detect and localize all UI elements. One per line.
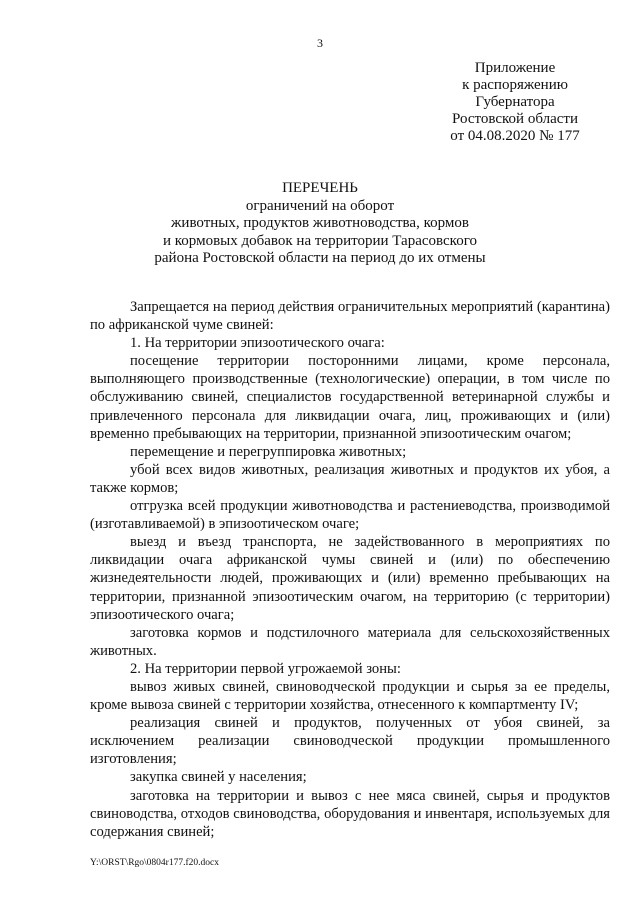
paragraph: закупка свиней у населения; <box>130 769 307 786</box>
appendix-line: Приложение <box>474 60 556 76</box>
paragraph: посещение территории посторонними лицами, кроме персонала, выполняющего производственные (технологические) операции, в том числе по обслуживанию свиней, специалистов государственной ветеринарной службы и привлеченного персонала для ликвидации очага, лиц, проживающих и (или) временно пребывающих на территории, признанной эпизоотическим очагом; <box>90 353 610 442</box>
appendix-line: Губернатора <box>475 94 555 110</box>
title-line: ограничений на оборот <box>245 197 395 214</box>
paragraph: вывоз живых свиней, свиноводческой продукции и сырья за ее пределы, кроме вывоза свиней с территории хозяйства, отнесенного к компартменту IV; <box>90 678 610 714</box>
section-heading: 2. На территории первой угрожаемой зоны: <box>130 660 401 677</box>
appendix-block <box>440 60 590 145</box>
paragraph-intro: Запрещается на период действия ограничительных мероприятий (карантина) по африканской чуме свиней: <box>90 299 610 334</box>
paragraph: реализация свиней и продуктов, полученных от убоя свиней, за исключением реализации свиноводческой продукции промышленного изготовления; <box>90 715 610 768</box>
paragraph: отгрузка всей продукции животноводства и растениеводства, производимой (изготавливаемой) в эпизоотическом очаге; <box>90 498 610 533</box>
document-title <box>90 180 550 268</box>
footer-file-path: Y:\ORST\Rgo\0804r177.f20.docx <box>90 858 219 868</box>
section-heading: 1. На территории эпизоотического очага: <box>130 335 385 352</box>
appendix-line: от 04.08.2020 № 177 <box>450 128 580 144</box>
title-line: района Ростовской области на период до их отмены <box>154 250 486 266</box>
paragraph: убой всех видов животных, реализация животных и продуктов их убоя, а также кормов; <box>90 461 610 496</box>
paragraph: заготовка на территории и вывоз с нее мяса свиней, сырья и продуктов свиноводства, отходов свиноводства, оборудования и инвентаря, используемых для содержания свиней; <box>90 787 610 840</box>
document-body <box>90 298 610 841</box>
appendix-line: Ростовской области <box>452 111 578 127</box>
appendix-line: к распоряжению <box>462 77 568 93</box>
paragraph: выезд и въезд транспорта, не задействованного в мероприятиях по ликвидации очага африканской чумы свиней и (или) по обеспечению жизнедеятельности людей, проживающих и (или) временно пребывающих на территории, признанной эпизоотическим очагом, на территорию (с территории) эпизоотического очага; <box>90 534 610 623</box>
paragraph: заготовка кормов и подстилочного материала для сельскохозяйственных животных. <box>90 624 610 659</box>
title-heading: ПЕРЕЧЕНЬ <box>282 180 358 196</box>
title-line: животных, продуктов животноводства, кормов <box>171 215 469 231</box>
title-line: и кормовых добавок на территории Тарасовского <box>163 232 477 249</box>
paragraph: перемещение и перегруппировка животных; <box>130 443 407 460</box>
page-number: 3 <box>317 36 323 50</box>
